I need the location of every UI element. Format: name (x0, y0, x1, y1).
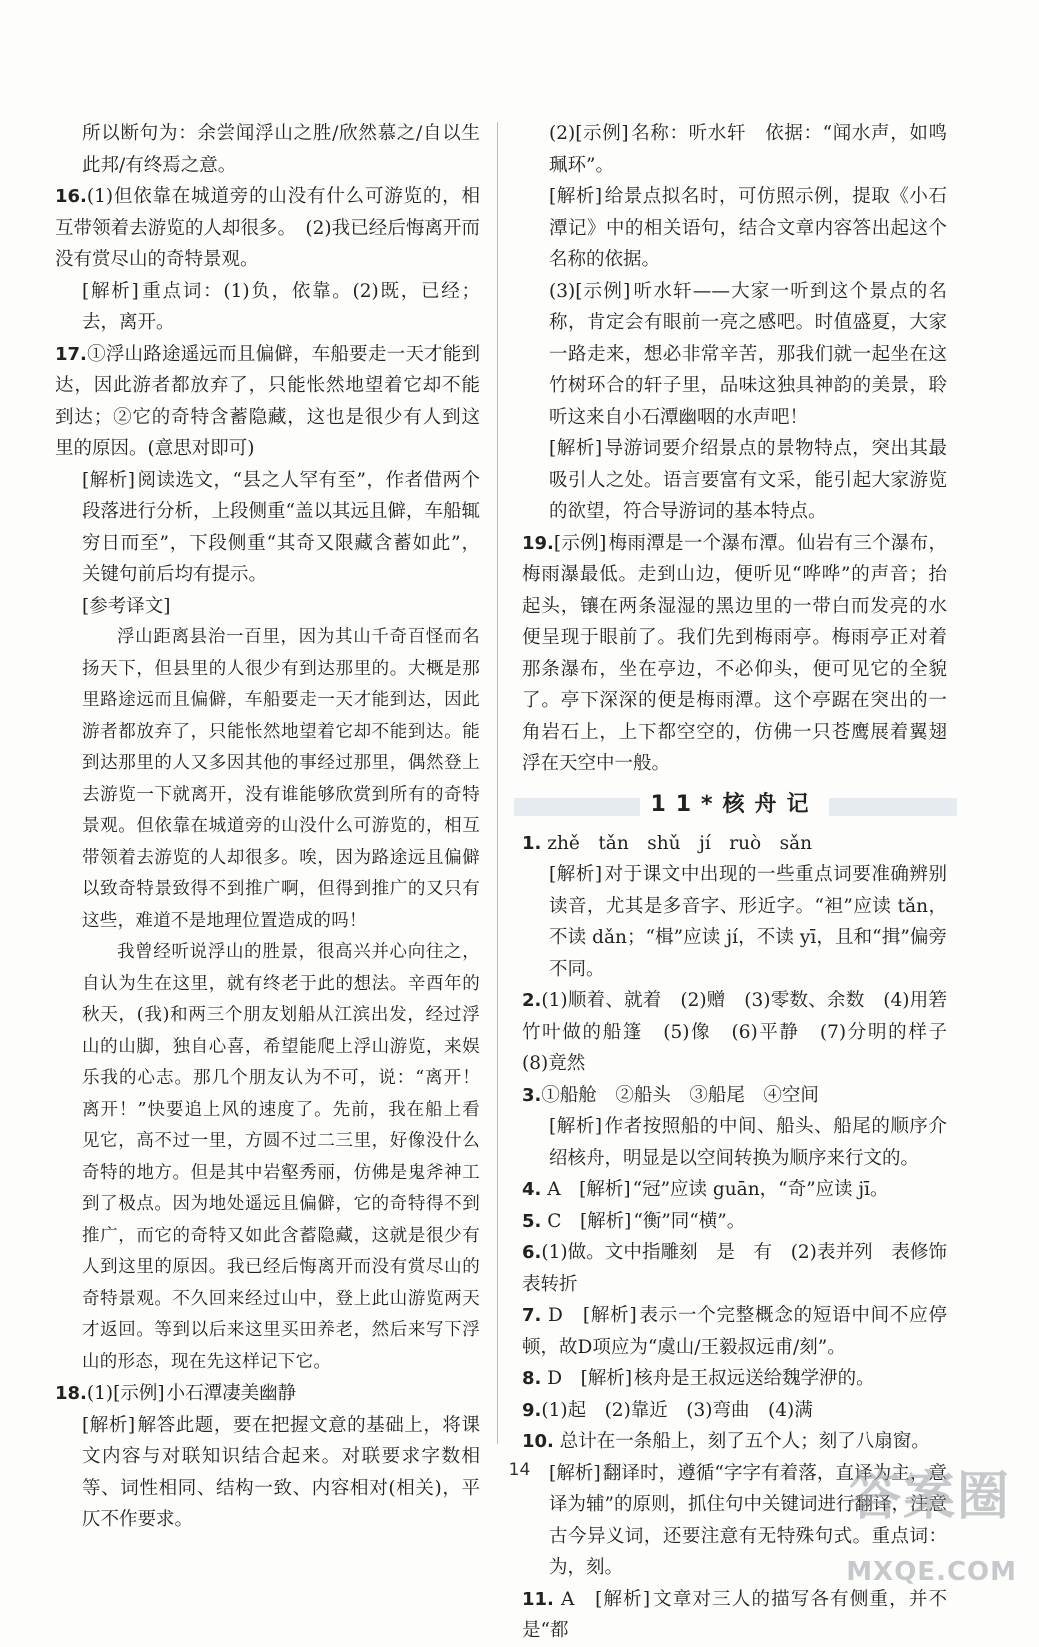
question-number: 6. (522, 1242, 542, 1263)
question-number: 5. (522, 1210, 542, 1232)
sub-number: (2) (549, 123, 576, 144)
item-5 (522, 1206, 947, 1238)
answer-choice: A (560, 1588, 575, 1610)
sub-answer (522, 276, 947, 434)
question-number: 2. (522, 990, 542, 1011)
question-number: 17. (55, 343, 87, 365)
analysis-text: 文章对三人的描写各有侧重，并不是“都 (522, 1588, 947, 1641)
question-16 (55, 181, 480, 276)
watermark-url: MXQE.COM (846, 1556, 1017, 1587)
analysis-tag: [ 解析 ] (580, 1211, 631, 1232)
question-number: 16. (55, 186, 87, 207)
page-number: 14 (508, 1460, 531, 1480)
analysis-tag: [ 解析 ] (581, 1368, 632, 1389)
question-number: 7. (522, 1305, 542, 1326)
answer-text: (1)顺着、就着 (2)赠 (3)零数、余数 (4)用箬竹叶做的船篷 (5)像 (6)平静 (7)分明的样子 (8)竟然 (522, 990, 966, 1074)
watermark-text: 答案圈 (848, 1467, 1011, 1527)
item-10 (522, 1426, 947, 1458)
answer-text: 梅雨潭是一个瀑布潭。仙岩有三个瀑布，梅雨瀑最低。走到山边，便听见“哗哗”的声音；抬起头，镶在两条湿湿的黑边里的一带白而发亮的水便呈现于眼前了。我们先到梅雨亭。梅雨亭正对着那条瀑布，坐在亭边，不必仰头，便可见它的全貌了。亭下深深的便是梅雨潭。这个亭踞在突出的一角岩石上，上下都空空的，仿佛一只苍鹰展着翼翅浮在天空中一般。 (522, 532, 947, 774)
answer-text: 名称：听水轩 依据：“闻水声，如鸣珮环”。 (549, 123, 947, 176)
question-19 (522, 528, 947, 780)
analysis (522, 433, 947, 528)
item-3 (522, 1080, 947, 1112)
answer-text: 小石潭凄美幽静 (166, 1383, 297, 1404)
analysis-tag: [ 解析 ] (595, 1589, 650, 1610)
example-tag: [ 示例 ] (554, 533, 606, 554)
analysis-tag: [ 解析 ] (549, 864, 602, 885)
example-tag: [ 示例 ] (113, 1383, 164, 1404)
analysis (522, 859, 947, 985)
analysis-tag: [ 解析 ] (549, 1463, 601, 1484)
answer-choice: A (547, 1179, 561, 1200)
analysis-text: 翻译时，遵循“字字有着落，直译为主，意译为辅”的原则，抓住句中关键词进行翻译，注意古今异义词，还要注意有无特殊句式。重点词：为，刻。 (549, 1462, 947, 1578)
analysis-text: 导游词要介绍景点的景物特点，突出其最吸引人之处。语言要富有文采，能引起大家游览的欲望，符合导游词的基本特点。 (549, 438, 947, 522)
answer-text: zhě tǎn shǔ jí ruò sǎn (547, 832, 813, 854)
column-divider (497, 122, 498, 1444)
question-number: 4. (522, 1179, 542, 1200)
analysis-text: 给景点拟名时，可仿照示例，提取《小石潭记》中的相关语句，结合文章内容答出起这个名称的依据。 (549, 186, 947, 270)
item-11 (522, 1584, 947, 1647)
question-number: 9. (522, 1399, 542, 1421)
analysis-tag: [ 解析 ] (549, 1116, 602, 1137)
answer-text: 听水轩——大家一听到这个景点的名称，肯定会有眼前一亮之感吧。时值盛夏，大家一路走来，想必非常辛苦，那我们就一起坐在这竹树环合的轩子里，品味这独具神韵的美景，聆听这来自小石潭幽咽的水声吧！ (549, 280, 947, 428)
section-heading (522, 784, 947, 826)
right-column (522, 118, 966, 1647)
left-column (55, 118, 480, 1536)
watermark-logo (811, 1467, 1021, 1592)
paragraph: 所以断句为：余尝闻浮山之胜/欣然慕之/自以生此邦/有终焉之意。 (82, 123, 480, 176)
analysis-text: 对于课文中出现的一些重点词要准确辨别读音，尤其是多音字、形近字。“袒”应读 tǎn，不读 dǎn；“楫”应读 jí，不读 yī，且和“揖”偏旁不同。 (549, 864, 947, 980)
analysis-text: 重点词：(1)负，依靠。(2)既，已经；去，离开。 (82, 280, 480, 333)
item-6 (522, 1237, 966, 1300)
answer-choice: C (547, 1210, 562, 1232)
answer-choice: D (547, 1368, 563, 1389)
answer-text: ①船舱 ②船头 ③船尾 ④空间 (541, 1084, 819, 1106)
analysis-text: 核舟是王叔远送给魏学洢的。 (634, 1368, 875, 1389)
example-tag: [ 示例 ] (575, 123, 628, 144)
reference-translation-heading (55, 591, 480, 623)
answer-choice: D (548, 1305, 563, 1326)
question-number: 11. (522, 1588, 554, 1610)
analysis-text: 阅读选文，“县之人罕有至”，作者借两个段落进行分析，上段侧重“盖以其远且僻，车船辄穷日而至”，下段侧重“其奇又限藏含蓄如此”，关键句前后均有提示。 (82, 469, 480, 585)
reference-tag: [ 参考译文 ] (82, 596, 170, 617)
question-17 (55, 339, 480, 465)
question-18 (55, 1378, 480, 1410)
analysis-tag: [ 解析 ] (549, 438, 602, 459)
question-number: 8. (522, 1368, 542, 1389)
sub-number: (1) (86, 1383, 114, 1404)
analysis-tag: [ 解析 ] (82, 1415, 135, 1436)
question-number: 3. (522, 1084, 542, 1106)
analysis (522, 181, 947, 276)
translation-paragraph-1: 浮山距离县治一百里，因为其山千奇百怪而名扬天下，但县里的人很少有到达那里的。大概是那里路途远而且偏僻，车船要走一天才能到达，因此游者都放弃了，只能怅然地望着它却不能到达。能到达那里的人又多因其他的事经过那里，偶然登上去游览一下就离开，没有谁能够欣赏到所有的奇特景观。但依靠在城道旁的山没什么可游览的，相互带领着去游览的人却很多。唉，因为路途远且偏僻以致奇特景致得不到推广啊，但得到推广的又只有这些，难道不是地理位置造成的吗！ (82, 627, 480, 931)
item-1 (522, 828, 947, 860)
section-title: 11*核舟记 (640, 792, 828, 817)
analysis-tag: [ 解析 ] (549, 186, 602, 207)
analysis-tag: [ 解析 ] (583, 1305, 637, 1326)
answer-text: ①浮山路途遥远而且偏僻，车船要走一天才能到达，因此游者都放弃了，只能怅然地望着它却不能到达；②它的奇特含蓄隐藏，这也是很少有人到这里的原因。(意思对即可) (55, 343, 480, 459)
sub-answer (522, 118, 947, 181)
analysis (55, 465, 480, 591)
analysis-text: 解答此题，要在把握文意的基础上，将课文内容与对联知识结合起来。对联要求字数相等、词性相同、结构一致、内容相对(相关)，平仄不作要求。 (82, 1414, 480, 1530)
analysis-tag: [ 解析 ] (82, 470, 135, 491)
analysis-text: “冠”应读 guān，“奇”应读 jī。 (632, 1179, 889, 1200)
analysis-text: 表示一个完整概念的短语中间不应停顿，故D项应为“虞山/王毅叔远甫/刻”。 (522, 1305, 947, 1358)
answer-text: 总计在一条船上，刻了五个人；刻了八扇窗。 (559, 1431, 930, 1452)
question-number: 10. (522, 1431, 554, 1452)
analysis-tag: [ 解析 ] (82, 281, 139, 302)
analysis-tag: [ 解析 ] (579, 1179, 630, 1200)
answer-text: (1)做。文中指雕刻 是 有 (2)表并列 表修饰 表转折 (522, 1242, 966, 1295)
analysis-text: 作者按照船的中间、船头、船尾的顺序介绍核舟，明显是以空间转换为顺序来行文的。 (549, 1116, 947, 1169)
answer-text: (1)起 (2)靠近 (3)弯曲 (4)满 (541, 1399, 813, 1421)
translation-paragraph-2: 我曾经听说浮山的胜景，很高兴并心向往之，自认为生在这里，就有终老于此的想法。辛酉年的秋天，(我)和两三个朋友划船从江滨出发，经过浮山的山脚，独自心喜，希望能爬上浮山游览，来娱乐我的心志。那几个朋友认为不可，说：“离开！离开！”快要追上风的速度了。先前，我在船上看见它，高不过一里，方圆不过二三里，好像没什么奇特的地方。但是其中岩壑秀丽，仿佛是鬼斧神工到了极点。因为地处遥远且偏僻，它的奇特得不到推广，而它的奇特又如此含蓄隐藏，这就是很少有人到这里的原因。我已经后悔离开而没有赏尽山的奇特景观。不久回来经过山中，登上此山游览两天才返回。等到以后来这里买田养老，然后来写下浮山的形态，现在先这样记下它。 (82, 942, 480, 1372)
question-number: 18. (55, 1383, 87, 1404)
analysis (55, 276, 480, 339)
item-4 (522, 1174, 947, 1206)
sub-number: (3) (549, 280, 576, 302)
item-8 (522, 1363, 947, 1395)
question-number: 1. (522, 832, 542, 854)
question-number: 19. (522, 532, 554, 554)
example-tag: [ 示例 ] (575, 281, 630, 302)
item-2 (522, 985, 966, 1080)
analysis-text: “衡”同“横”。 (633, 1210, 746, 1232)
item-7 (522, 1300, 947, 1363)
item-9 (522, 1395, 947, 1427)
answer-text: (1)但依靠在城道旁的山没有什么可游览的，相互带领着去游览的人却很多。 (2)我已经后悔离开而没有赏尽山的奇特景观。 (55, 186, 480, 270)
analysis (522, 1111, 947, 1174)
